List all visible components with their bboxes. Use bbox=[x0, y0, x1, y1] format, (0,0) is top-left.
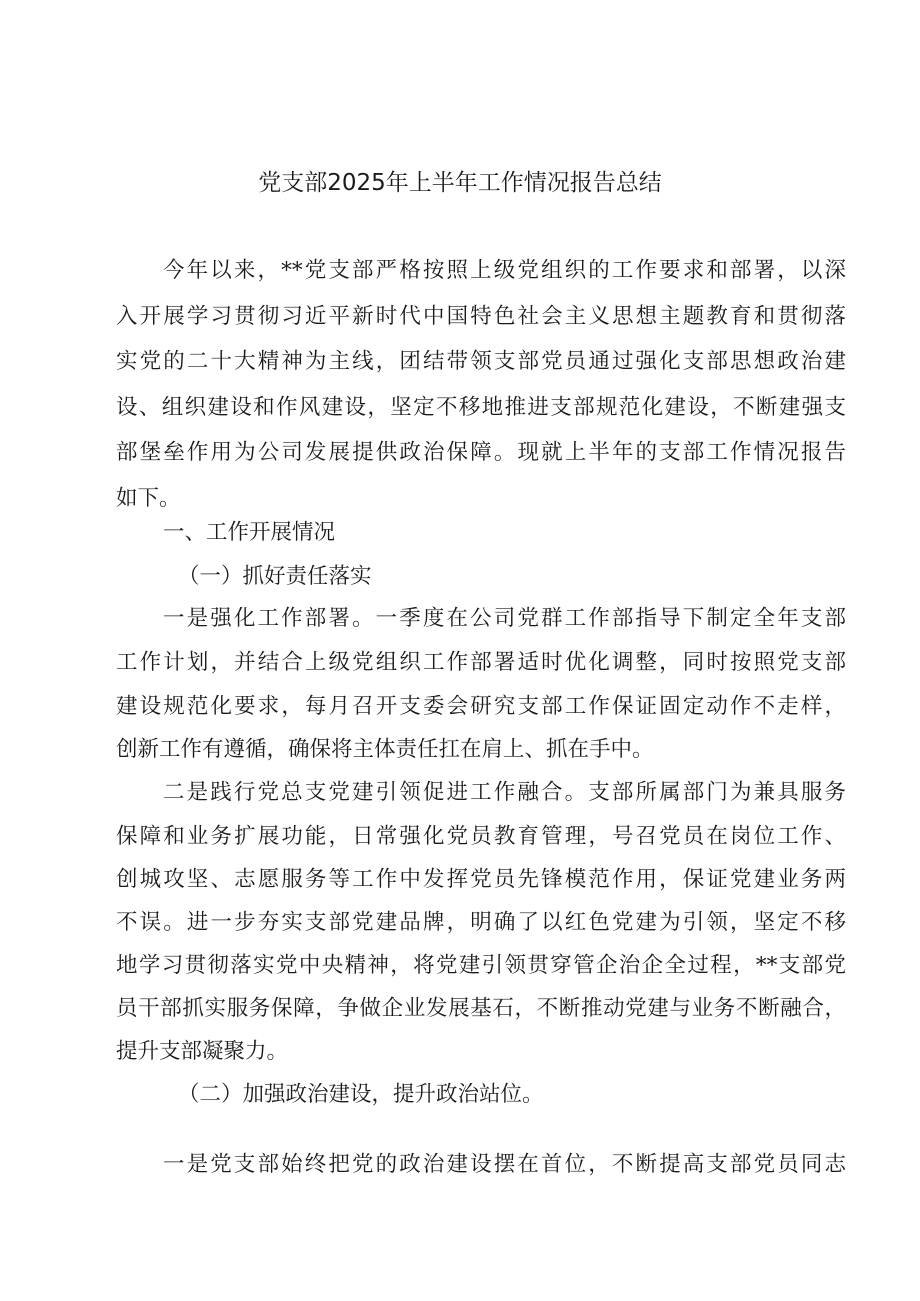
subsection-heading-1: （一）抓好责任落实 bbox=[178, 564, 372, 589]
intro-line-1: 今年以来，**党支部严格按照上级党组织的工作要求和部署，以深 bbox=[163, 258, 846, 283]
para3-line-1: 一是党支部始终把党的政治建设摆在首位，不断提高支部党员同志 bbox=[163, 1152, 846, 1177]
document-title: 党支部2025年上半年工作情况报告总结 bbox=[258, 170, 662, 196]
para2-line-1: 二是践行党总支党建引领促进工作融合。支部所属部门为兼具服务 bbox=[163, 780, 846, 805]
para1-line-4: 创新工作有遵循，确保将主体责任扛在肩上、抓在手中。 bbox=[116, 737, 654, 762]
para2-line-7: 提升支部凝聚力。 bbox=[116, 1039, 289, 1064]
para2-line-2: 保障和业务扩展功能，日常强化党员教育管理，号召党员在岗位工作、 bbox=[116, 824, 846, 849]
para2-line-4: 不误。进一步夯实支部党建品牌，明确了以红色党建为引领，坚定不移 bbox=[116, 910, 846, 935]
para1-line-3: 建设规范化要求，每月召开支委会研究支部工作保证固定动作不走样， bbox=[116, 694, 846, 719]
para2-line-3: 创城攻坚、志愿服务等工作中发挥党员先锋模范作用，保证党建业务两 bbox=[116, 867, 846, 892]
para2-line-5: 地学习贯彻落实党中央精神，将党建引领贯穿管企治企全过程，**支部党 bbox=[116, 953, 846, 978]
para1-line-2: 工作计划，并结合上级党组织工作部署适时优化调整，同时按照党支部 bbox=[116, 650, 846, 675]
para1-line-1: 一是强化工作部署。一季度在公司党群工作部指导下制定全年支部 bbox=[163, 606, 846, 631]
intro-line-4: 设、组织建设和作风建设，坚定不移地推进支部规范化建设，不断建强支 bbox=[116, 395, 846, 420]
subsection-heading-2: （二）加强政治建设，提升政治站位。 bbox=[178, 1082, 544, 1107]
para2-line-6: 员干部抓实服务保障，争做企业发展基石，不断推动党建与业务不断融合， bbox=[116, 996, 846, 1021]
intro-line-6: 如下。 bbox=[116, 486, 181, 511]
intro-line-3: 实党的二十大精神为主线，团结带领支部党员通过强化支部思想政治建 bbox=[116, 349, 846, 374]
intro-line-2: 入开展学习贯彻习近平新时代中国特色社会主义思想主题教育和贯彻落 bbox=[116, 304, 846, 329]
intro-line-5: 部堡垒作用为公司发展提供政治保障。现就上半年的支部工作情况报告 bbox=[116, 440, 846, 465]
section-heading-1: 一、工作开展情况 bbox=[163, 520, 336, 545]
